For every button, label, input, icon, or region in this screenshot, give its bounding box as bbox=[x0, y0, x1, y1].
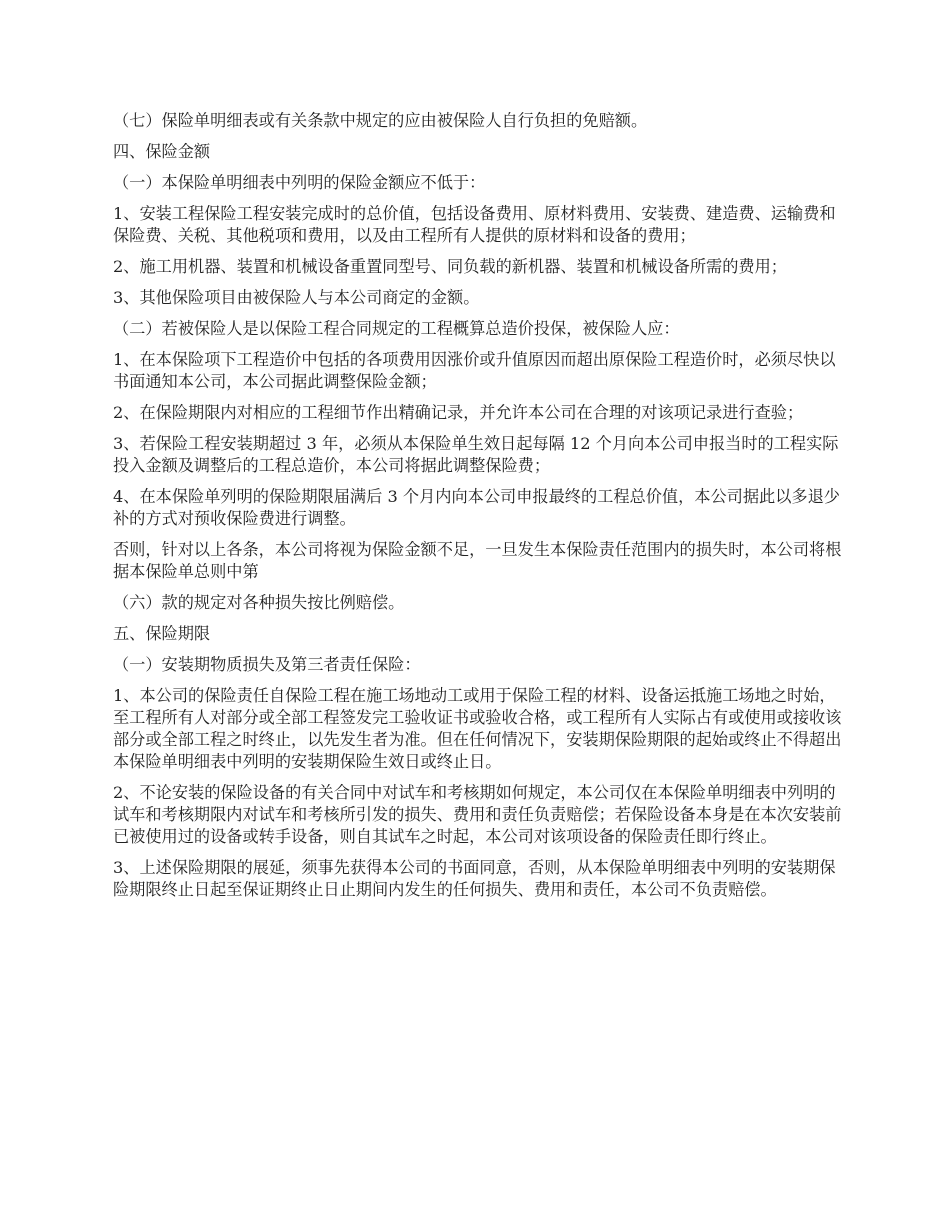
paragraph-period-item-1: 1、本公司的保险责任自保险工程在施工场地动工或用于保险工程的材料、设备运抵施工场地之时始，至工程所有人对部分或全部工程签发完工验收证书或验收合格，或工程所有人实际占有或使用或接收该部分或全部工程之时终止，以先发生者为准。但在任何情况下，安装期保险期限的起始或终止不得超出本保险单明细表中列明的安装期保险生效日或终止日。 bbox=[113, 686, 842, 771]
paragraph-otherwise: 否则，针对以上各条，本公司将视为保险金额不足，一旦发生本保险责任范围内的损失时，本公司将根据本保险单总则中第 bbox=[113, 540, 842, 581]
paragraph-proportional-compensation: （六）款的规定对各种损失按比例赔偿。 bbox=[113, 593, 405, 612]
paragraph-item-1: 1、安装工程保险工程安装完成时的总价值，包括设备费用、原材料费用、安装费、建造费、运输费和保险费、关税、其他税项和费用，以及由工程所有人提供的原材料和设备的费用； bbox=[113, 204, 836, 245]
heading-insurance-period: 五、保险期限 bbox=[113, 624, 211, 643]
paragraph-period-item-2: 2、不论安装的保险设备的有关合同中对试车和考核期如何规定，本公司仅在本保险单明细表中列明的试车和考核期限内对试车和考核所引发的损失、费用和责任负责赔偿；若保险设备本身是在本次安装前已被使用过的设备或转手设备，则自其试车之时起，本公司对该项设备的保险责任即行终止。 bbox=[113, 783, 842, 846]
paragraph-item-3: 3、其他保险项目由被保险人与本公司商定的金额。 bbox=[113, 288, 480, 307]
paragraph-cost-item-3: 3、若保险工程安装期超过 3 年，必须从本保险单生效日起每隔 12 个月向本公司申报当时的工程实际投入金额及调整后的工程总造价，本公司将据此调整保险费； bbox=[113, 434, 839, 475]
paragraph-cost-item-1: 1、在本保险项下工程造价中包括的各项费用因涨价或升值原因而超出原保险工程造价时，必须尽快以书面通知本公司，本公司据此调整保险金额； bbox=[113, 350, 836, 391]
paragraph-period-item-3: 3、上述保险期限的展延，须事先获得本公司的书面同意，否则，从本保险单明细表中列明的安装期保险期限终止日起至保证期终止日止期间内发生的任何损失、费用和责任，本公司不负责赔偿。 bbox=[113, 858, 836, 899]
paragraph-deductible: （七）保险单明细表或有关条款中规定的应由被保险人自行负担的免赔额。 bbox=[113, 111, 648, 130]
paragraph-sum-insured-minimum: （一）本保险单明细表中列明的保险金额应不低于： bbox=[113, 173, 486, 192]
paragraph-estimated-cost-clause: （二）若被保险人是以保险工程合同规定的工程概算总造价投保，被保险人应： bbox=[113, 319, 680, 338]
paragraph-installation-period: （一）安装期物质损失及第三者责任保险： bbox=[113, 655, 421, 674]
document-body bbox=[113, 110, 843, 910]
paragraph-item-2: 2、施工用机器、装置和机械设备重置同型号、同负载的新机器、装置和机械设备所需的费用； bbox=[113, 257, 787, 276]
paragraph-cost-item-4: 4、在本保险单列明的保险期限届满后 3 个月内向本公司申报最终的工程总价值，本公司据此以多退少补的方式对预收保险费进行调整。 bbox=[113, 487, 840, 528]
paragraph-cost-item-2: 2、在保险期限内对相应的工程细节作出精确记录，并允许本公司在合理的对该项记录进行查验； bbox=[113, 403, 804, 422]
heading-sum-insured: 四、保险金额 bbox=[113, 142, 211, 161]
